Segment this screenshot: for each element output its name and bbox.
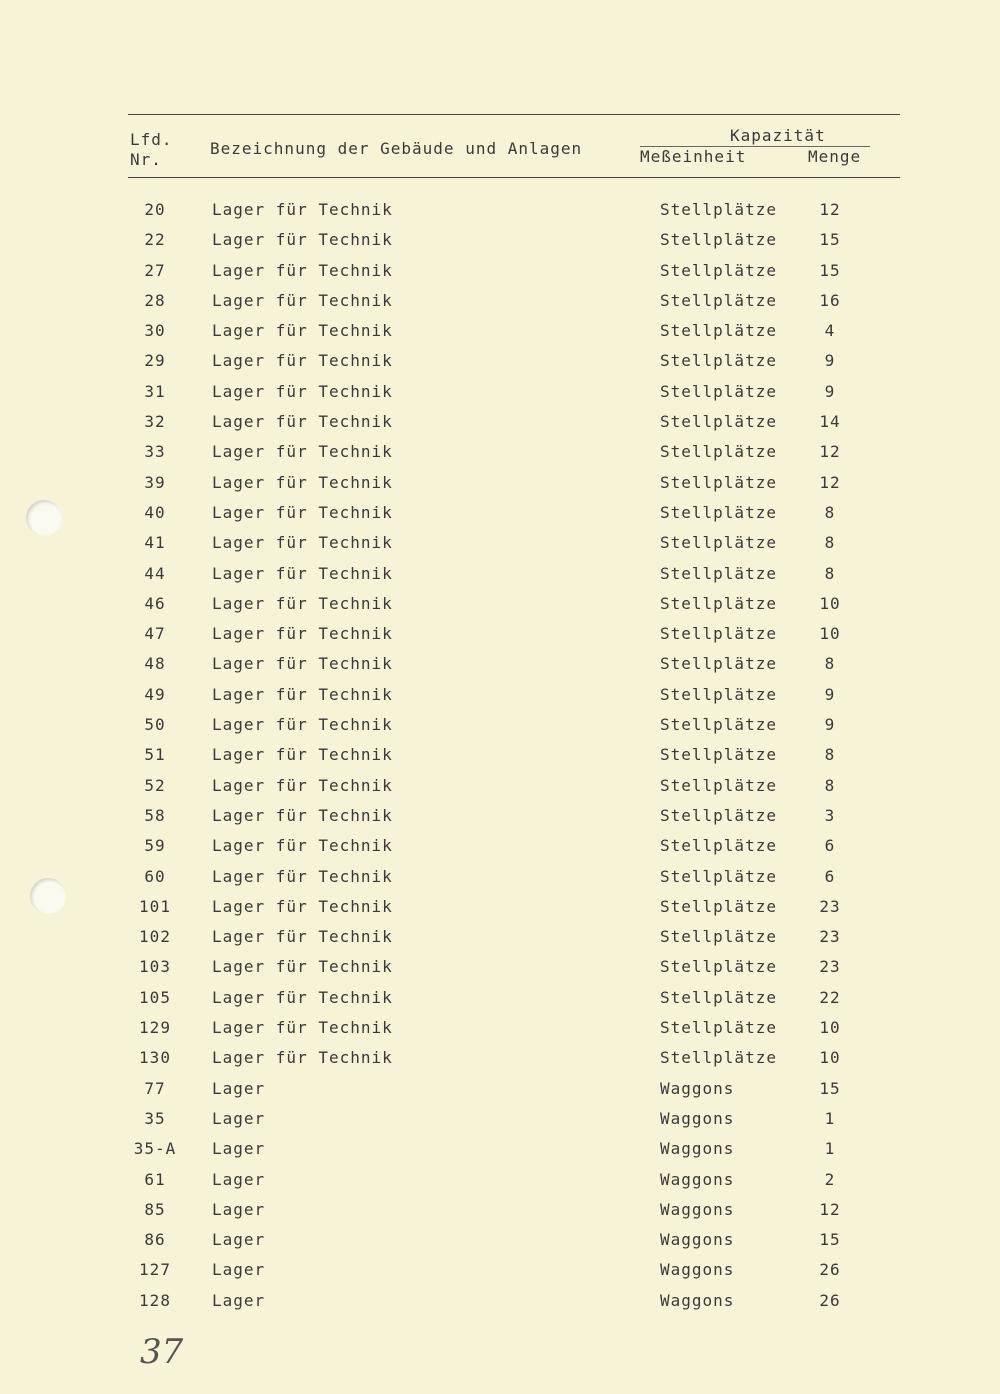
table-row [0,863,1000,893]
row-quantity: 23 [819,896,841,916]
table-row [0,257,1000,287]
row-name: Lager für Technik [212,381,393,401]
header-bottom-rule [128,177,900,178]
row-name: Lager für Technik [212,563,393,583]
table-row [0,711,1000,741]
row-quantity: 4 [824,321,836,341]
row-unit: Stellplätze [660,230,777,250]
table-row [0,802,1000,832]
row-number: 46 [144,593,166,613]
row-name: Lager für Technik [212,472,393,492]
row-quantity: 8 [824,745,836,765]
row-unit: Stellplätze [660,684,777,704]
row-quantity: 8 [824,563,836,583]
row-number: 27 [144,260,166,280]
row-name: Lager für Technik [212,260,393,280]
table-row [0,620,1000,650]
row-quantity: 8 [824,775,836,795]
row-name: Lager für Technik [212,987,393,1007]
row-unit: Stellplätze [660,927,777,947]
row-unit: Stellplätze [660,715,777,735]
row-name: Lager für Technik [212,351,393,371]
row-name: Lager für Technik [212,745,393,765]
row-quantity: 8 [824,533,836,553]
table-row [0,529,1000,559]
row-number: 129 [139,1018,171,1038]
row-unit: Stellplätze [660,805,777,825]
table-row [0,1075,1000,1105]
row-name: Lager für Technik [212,442,393,462]
table-row [0,1226,1000,1256]
table-row [0,287,1000,317]
row-number: 52 [144,775,166,795]
table-row [0,1256,1000,1286]
row-unit: Stellplätze [660,502,777,522]
row-name: Lager für Technik [212,836,393,856]
row-quantity: 3 [824,805,836,825]
nr-header-line2: Nr. [130,150,162,169]
row-number: 51 [144,745,166,765]
table-row [0,196,1000,226]
row-name: Lager für Technik [212,533,393,553]
row-unit: Waggons [660,1260,735,1280]
unit-header: Meßeinheit [640,147,747,166]
row-name: Lager [212,1290,266,1310]
row-unit: Stellplätze [660,624,777,644]
table-row [0,347,1000,377]
table-row [0,984,1000,1014]
row-quantity: 6 [824,866,836,886]
row-name: Lager [212,1230,266,1250]
row-number: 61 [144,1169,166,1189]
row-quantity: 9 [824,381,836,401]
row-quantity: 8 [824,502,836,522]
row-name: Lager für Technik [212,957,393,977]
table-row [0,1135,1000,1165]
row-unit: Waggons [660,1139,735,1159]
row-unit: Stellplätze [660,896,777,916]
table-row [0,408,1000,438]
row-unit: Stellplätze [660,563,777,583]
row-number: 59 [144,836,166,856]
row-number: 20 [144,200,166,219]
row-name: Lager für Technik [212,775,393,795]
row-name: Lager [212,1199,266,1219]
table-row [0,953,1000,983]
row-quantity: 9 [824,351,836,371]
row-quantity: 10 [819,624,841,644]
row-number: 77 [144,1078,166,1098]
row-quantity: 1 [824,1108,836,1128]
row-name: Lager für Technik [212,502,393,522]
row-number: 41 [144,533,166,553]
row-quantity: 6 [824,836,836,856]
row-quantity: 12 [819,1199,841,1219]
row-name: Lager für Technik [212,412,393,432]
table-row [0,590,1000,620]
table-row [0,772,1000,802]
row-number: 48 [144,654,166,674]
row-number: 47 [144,624,166,644]
row-unit: Stellplätze [660,866,777,886]
row-quantity: 26 [819,1260,841,1280]
row-unit: Stellplätze [660,836,777,856]
row-unit: Stellplätze [660,472,777,492]
row-number: 40 [144,502,166,522]
row-number: 102 [139,927,171,947]
row-name: Lager für Technik [212,866,393,886]
row-name: Lager für Technik [212,593,393,613]
table-row [0,923,1000,953]
row-unit: Stellplätze [660,260,777,280]
row-name: Lager für Technik [212,1018,393,1038]
row-name: Lager für Technik [212,200,393,219]
row-unit: Stellplätze [660,987,777,1007]
table-row [0,438,1000,468]
table-row [0,1044,1000,1074]
table-row [0,560,1000,590]
row-unit: Stellplätze [660,321,777,341]
row-quantity: 15 [819,260,841,280]
table-row [0,650,1000,680]
row-quantity: 10 [819,1018,841,1038]
table-row [0,469,1000,499]
row-name: Lager [212,1169,266,1189]
row-number: 33 [144,442,166,462]
row-quantity: 9 [824,684,836,704]
row-number: 22 [144,230,166,250]
table-row [0,378,1000,408]
table-row [0,1105,1000,1135]
row-number: 86 [144,1230,166,1250]
row-unit: Stellplätze [660,442,777,462]
row-unit: Waggons [660,1108,735,1128]
table-row [0,1166,1000,1196]
row-name: Lager [212,1260,266,1280]
row-unit: Waggons [660,1230,735,1250]
row-unit: Waggons [660,1169,735,1189]
row-name: Lager für Technik [212,321,393,341]
nr-header-line1: Lfd. [130,130,173,149]
row-name: Lager für Technik [212,927,393,947]
row-number: 39 [144,472,166,492]
row-unit: Stellplätze [660,957,777,977]
table-row [0,1287,1000,1317]
row-number: 130 [139,1048,171,1068]
row-unit: Stellplätze [660,381,777,401]
row-quantity: 12 [819,472,841,492]
row-unit: Stellplätze [660,351,777,371]
row-number: 44 [144,563,166,583]
row-name: Lager [212,1108,266,1128]
row-quantity: 10 [819,1048,841,1068]
row-number: 105 [139,987,171,1007]
row-number: 32 [144,412,166,432]
row-unit: Waggons [660,1199,735,1219]
row-quantity: 12 [819,200,841,219]
row-unit: Stellplätze [660,1048,777,1068]
capacity-header: Kapazität [730,126,826,145]
row-quantity: 22 [819,987,841,1007]
row-unit: Stellplätze [660,412,777,432]
row-number: 28 [144,290,166,310]
row-unit: Stellplätze [660,745,777,765]
row-unit: Stellplätze [660,533,777,553]
row-number: 29 [144,351,166,371]
table-row [0,1014,1000,1044]
row-quantity: 14 [819,412,841,432]
row-quantity: 26 [819,1290,841,1310]
row-number: 85 [144,1199,166,1219]
row-number: 58 [144,805,166,825]
row-quantity: 10 [819,593,841,613]
row-quantity: 12 [819,442,841,462]
row-name: Lager für Technik [212,684,393,704]
table-row [0,226,1000,256]
row-quantity: 23 [819,927,841,947]
row-unit: Stellplätze [660,593,777,613]
row-name: Lager für Technik [212,654,393,674]
table-row [0,741,1000,771]
row-unit: Stellplätze [660,775,777,795]
row-unit: Waggons [660,1078,735,1098]
row-quantity: 2 [824,1169,836,1189]
row-name: Lager [212,1078,266,1098]
row-number: 127 [139,1260,171,1280]
row-number: 101 [139,896,171,916]
row-quantity: 16 [819,290,841,310]
table-row [0,832,1000,862]
table-row [0,681,1000,711]
row-quantity: 15 [819,1230,841,1250]
qty-header: Menge [808,147,862,166]
table-row [0,1196,1000,1226]
row-name: Lager für Technik [212,805,393,825]
table-row [0,893,1000,923]
header-top-rule [128,114,900,115]
row-name: Lager für Technik [212,896,393,916]
row-number: 50 [144,715,166,735]
row-quantity: 8 [824,654,836,674]
table-row [0,499,1000,529]
row-unit: Stellplätze [660,200,777,219]
page-number-handwritten: 37 [140,1332,184,1372]
row-number: 35-A [133,1139,177,1159]
row-quantity: 23 [819,957,841,977]
row-name: Lager für Technik [212,715,393,735]
row-quantity: 15 [819,1078,841,1098]
table-row [0,317,1000,347]
row-number: 103 [139,957,171,977]
row-unit: Waggons [660,1290,735,1310]
row-number: 35 [144,1108,166,1128]
row-quantity: 1 [824,1139,836,1159]
table-body [0,196,1000,1317]
row-quantity: 15 [819,230,841,250]
row-name: Lager [212,1139,266,1159]
row-name: Lager für Technik [212,1048,393,1068]
row-number: 31 [144,381,166,401]
row-unit: Stellplätze [660,1018,777,1038]
row-unit: Stellplätze [660,654,777,674]
row-unit: Stellplätze [660,290,777,310]
row-name: Lager für Technik [212,624,393,644]
row-number: 128 [139,1290,171,1310]
row-name: Lager für Technik [212,230,393,250]
row-number: 30 [144,321,166,341]
row-number: 60 [144,866,166,886]
row-number: 49 [144,684,166,704]
row-name: Lager für Technik [212,290,393,310]
name-header: Bezeichnung der Gebäude und Anlagen [210,139,583,158]
row-quantity: 9 [824,715,836,735]
